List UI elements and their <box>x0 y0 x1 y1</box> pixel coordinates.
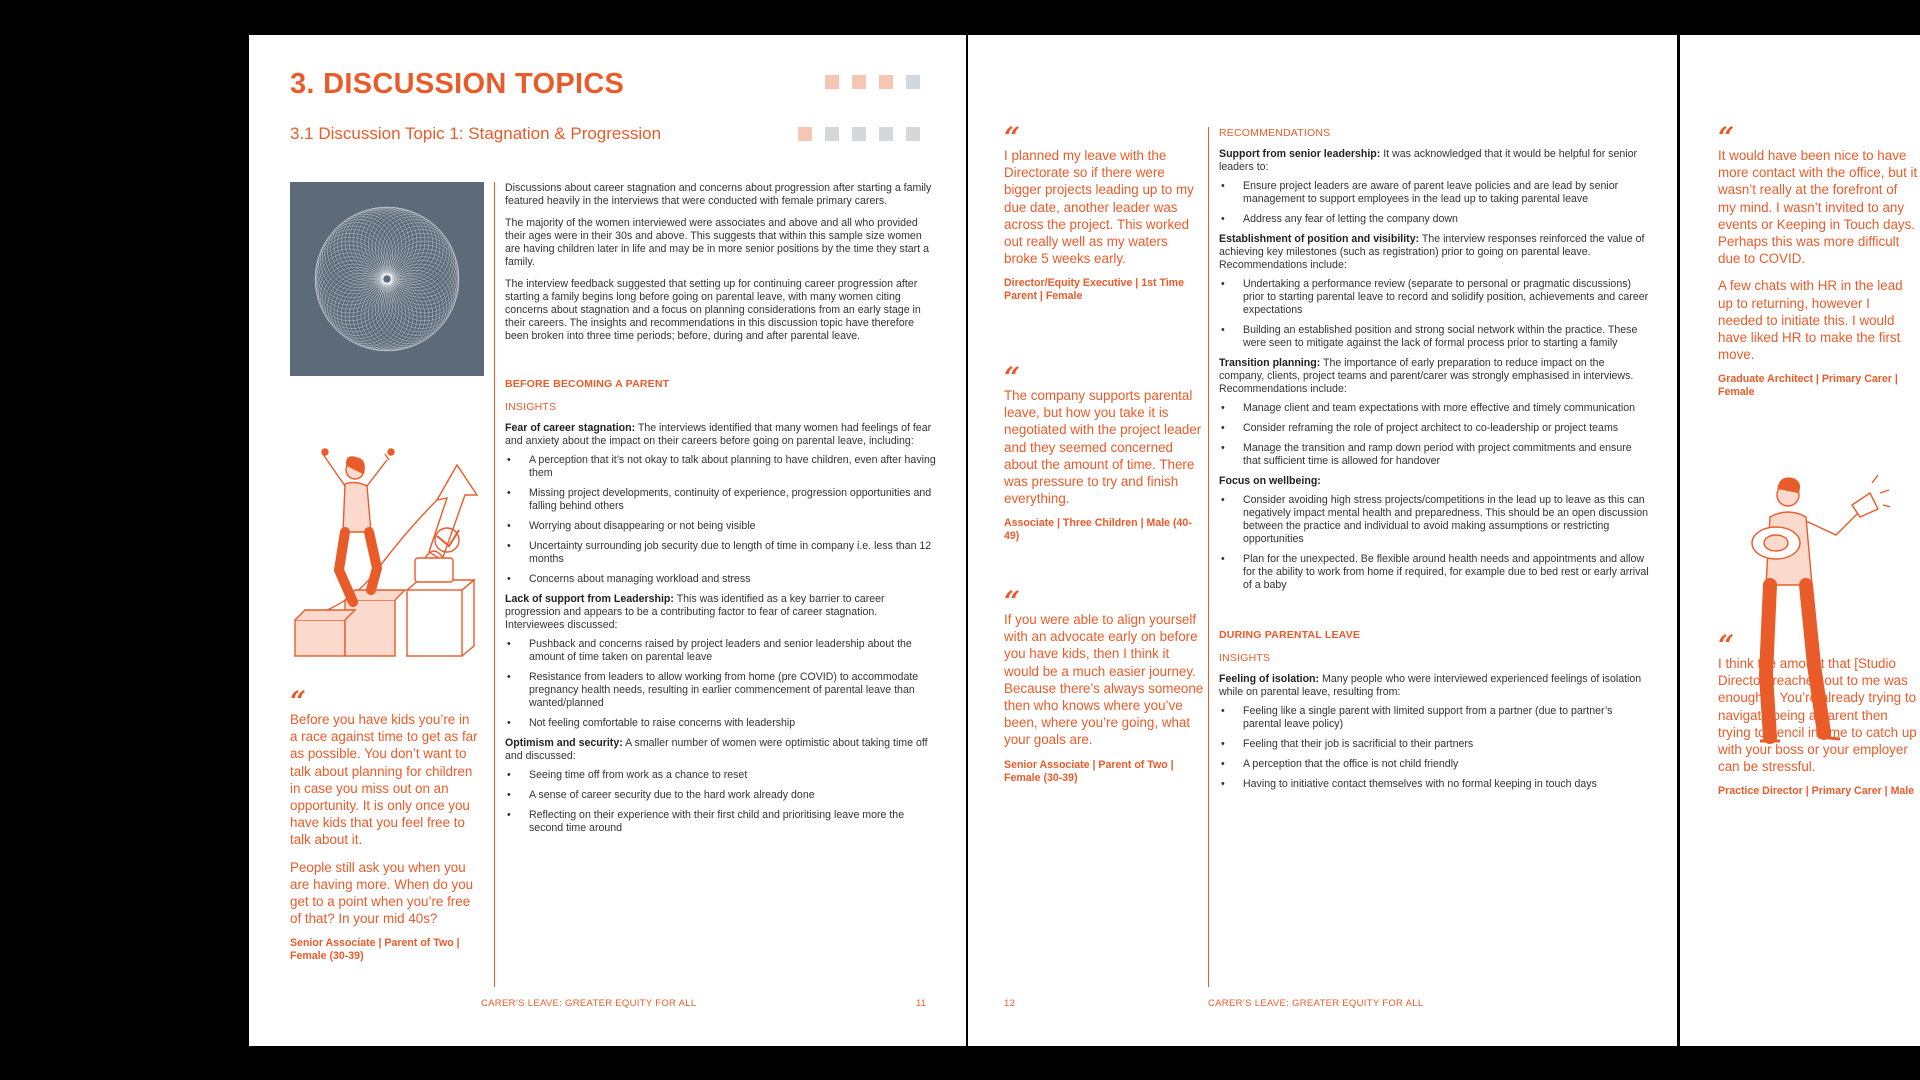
pull-quote <box>1004 121 1204 303</box>
page-title: 3. DISCUSSION TOPICS <box>290 68 625 100</box>
list-item: • Consider reframing the role of project architect to co-leadership or project teams <box>1219 422 1651 435</box>
intro-paragraph: Discussions about career stagnation and concerns about progression after starting a family featured heavily in the interviews that were conducted with female primary carers. <box>505 182 932 207</box>
list-item: • Consider avoiding high stress projects/competitions in the lead up to leave as this can negatively impact mental health and preparedness. This should be an open discussion between the practice and individual to avoid making assumptions or restricting opportunities <box>1219 494 1651 546</box>
list-item: • Not feeling comfortable to raise concerns with leadership <box>505 717 937 730</box>
recommendations-label: RECOMMENDATIONS <box>1219 127 1331 139</box>
spirograph-image <box>290 182 484 376</box>
topic-paragraph: Lack of support from Leadership: This was identified as a key barrier to career progression and appears to be a contributing factor to fear of career stagnation. Interviewees discussed: <box>505 593 885 631</box>
page-left <box>249 35 966 1046</box>
quote-mark-icon: “ <box>1004 361 1021 394</box>
list-item: • Feeling that their job is sacrificial to their partners <box>1219 738 1651 751</box>
quote-attribution: Graduate Architect | Primary Carer | Female <box>1718 373 1898 399</box>
list-item: • Address any fear of letting the company down <box>1219 213 1651 226</box>
pull-quote <box>290 685 480 963</box>
topic-paragraph: Transition planning: The importance of early preparation to reduce impact on the company, clients, project teams and parent/carer was strongly emphasised in interviews. Recommendations include: <box>1219 357 1634 395</box>
quote-mark-icon: “ <box>1004 121 1021 154</box>
quote-mark-icon: “ <box>1004 585 1021 618</box>
list-item: • Seeing time off from work as a chance to reset <box>505 769 937 782</box>
bullet-list <box>1219 402 1651 468</box>
topic-paragraph: Optimism and security: A smaller number of women were optimistic about taking time off and discussed: <box>505 737 928 762</box>
list-item: • A perception that the office is not child friendly <box>1219 758 1651 771</box>
quote-attribution: Associate | Three Children | Male (40-49) <box>1004 517 1192 543</box>
list-item: • Plan for the unexpected. Be flexible around health needs and appointments and allow for the ability to work from home if required, for example due to bed rest or early arrival of a baby <box>1219 553 1651 592</box>
bullet-list <box>1219 278 1651 350</box>
quote-text: People still ask you when you are having more. When do you get to a point when you’re free of that? In your mid 40s? <box>290 859 474 927</box>
bullet-list <box>505 638 937 730</box>
bullet-list <box>505 769 937 835</box>
list-item: • Resistance from leaders to allow working from home (pre COVID) to accommodate pregnancy health needs, resulting in earlier commencement of parental leave than wanted/planned <box>505 671 937 710</box>
quote-text: I think the amount that [Studio Director] reached out to me was enough… You’re already trying to navigate being a parent then trying to pencil in time to catch up with your boss or your employer can be stressful. <box>1718 656 1917 775</box>
list-item: • Manage client and team expectations with more effective and timely communication <box>1219 402 1651 415</box>
quote-text: A few chats with HR in the lead up to returning, however I needed to initiate this. I would have liked HR to make the first move. <box>1718 278 1903 363</box>
quote-attribution: Senior Associate | Parent of Two | Female (30-39) <box>1004 758 1174 784</box>
bullet-list <box>505 454 937 586</box>
quote-attribution: Practice Director | Primary Carer | Male <box>1718 785 1915 798</box>
page-third <box>1680 35 1920 1046</box>
section-heading: BEFORE BECOMING A PARENT <box>505 378 670 390</box>
intro-paragraph: The interview feedback suggested that setting up for continuing career progression after starting a family begins long before going on parental leave, with many women citing concerns about stagnation and a focus on planning considerations from an early stage in their careers. The insights and recommendations in this discussion topic have therefore been broken into three time periods; before, during and after parental leave. <box>505 278 921 342</box>
quote-mark-icon: “ <box>290 685 307 718</box>
topic-paragraph: Feeling of isolation: Many people who were interviewed experienced feelings of isolation while on parental leave, resulting from: <box>1219 673 1642 698</box>
list-item: • Feeling like a single parent with limited support from a partner (due to partner’s parental leave policy) <box>1219 705 1651 731</box>
bullet-list <box>1219 494 1651 592</box>
body-column <box>1219 127 1651 798</box>
career-ladder-illustration <box>287 440 487 660</box>
insights-label: INSIGHTS <box>1219 652 1271 664</box>
quote-text: The company supports parental leave, but how you take it is negotiated with the project leader and they seemed concerned about the amount of time. There was pressure to try and finish everything. <box>1004 388 1202 507</box>
pull-quote <box>1004 361 1204 543</box>
list-item: • Undertaking a performance review (separate to personal or pragmatic discussions) prior to starting parental leave to record and solidify position, achievements and career expectations <box>1219 278 1651 317</box>
list-item: • Concerns about managing workload and stress <box>505 573 937 586</box>
bullet-list <box>1219 705 1651 791</box>
footer-title: CARER’S LEAVE: GREATER EQUITY FOR ALL <box>1208 998 1424 1009</box>
list-item: • A perception that it’s not okay to talk about planning to have children, even after having them <box>505 454 937 480</box>
column-divider <box>494 182 495 987</box>
quote-attribution: Senior Associate | Parent of Two | Female (30-39) <box>290 937 460 963</box>
quote-attribution: Director/Equity Executive | 1st Time Parent | Female <box>1004 277 1184 303</box>
quote-text: I planned my leave with the Directorate so if there were bigger projects leading up to my due date, another leader was across the project. This worked out really well as my waters broke 5 weeks early. <box>1004 148 1194 267</box>
section-subtitle: 3.1 Discussion Topic 1: Stagnation & Progression <box>290 124 662 143</box>
quote-text: Before you have kids you’re in a race against time to get as far as possible. You don’t want to talk about planning for children in case you miss out on an opportunity. It is only once you have kids that you feel free to talk about it. <box>290 712 478 848</box>
list-item: • A sense of career security due to the hard work already done <box>505 789 937 802</box>
list-item: • Having to initiative contact themselves with no formal keeping in touch days <box>1219 778 1651 791</box>
bullet-list <box>1219 180 1651 226</box>
intro-paragraph: The majority of the women interviewed were associates and above and all who provided their ages were in their 30s and above. This suggests that within this sample size women are having children later in life and may be in more senior positions by the time they start a family. <box>505 217 929 268</box>
topic-paragraph: Focus on wellbeing: <box>1219 475 1321 487</box>
list-item: • Reflecting on their experience with their first child and prioritising leave more the second time around <box>505 809 937 835</box>
list-item: • Ensure project leaders are aware of parent leave policies and are lead by senior management to support employees in the lead up to taking parental leave <box>1219 180 1651 206</box>
page-number: 11 <box>916 998 927 1009</box>
quote-mark-icon: “ <box>1718 121 1735 154</box>
column-divider <box>1208 127 1209 987</box>
list-item: • Worrying about disappearing or not being visible <box>505 520 937 533</box>
page-right <box>968 35 1677 1046</box>
quote-mark-icon: “ <box>1718 629 1735 662</box>
list-item: • Pushback and concerns raised by project leaders and senior leadership about the amount of time taken on parental leave <box>505 638 937 664</box>
page-number: 12 <box>1004 998 1016 1009</box>
quote-text: It would have been nice to have more contact with the office, but it wasn’t really at the forefront of my mind. I wasn’t invited to any events or Keeping in Touch days. Perhaps this was more difficult due to COVID. <box>1718 148 1918 267</box>
insights-label: INSIGHTS <box>505 401 557 413</box>
pull-quote <box>1004 585 1204 785</box>
pull-quote <box>1718 121 1918 399</box>
body-column <box>505 182 937 842</box>
list-item: • Missing project developments, continuity of experience, progression opportunities and falling behind others <box>505 487 937 513</box>
topic-paragraph: Fear of career stagnation: The interviews identified that many women had feelings of fear and anxiety about the impact on their careers before going on parental leave, including: <box>505 422 932 447</box>
topic-paragraph: Support from senior leadership: It was acknowledged that it would be helpful for senior leaders to: <box>1219 148 1638 173</box>
quote-text: If you were able to align yourself with an advocate early on before you have kids, then I think it would be a much easier journey. Because there’s always someone then who knows where you’ve been, where you’re going, what your goals are. <box>1004 612 1204 748</box>
list-item: • Manage the transition and ramp down period with project commitments and ensure that sufficient time is allowed for handover <box>1219 442 1651 468</box>
list-item: • Uncertainty surrounding job security due to length of time in company i.e. less than 12 months <box>505 540 937 566</box>
section-heading: DURING PARENTAL LEAVE <box>1219 629 1361 641</box>
pull-quote <box>1718 629 1918 798</box>
list-item: • Building an established position and strong social network within the practice. These were seen to mitigate against the lack of formal process prior to starting a family <box>1219 324 1651 350</box>
footer-title: CARER’S LEAVE: GREATER EQUITY FOR ALL <box>481 998 697 1009</box>
topic-paragraph: Establishment of position and visibility: The interview responses reinforced the value of achieving key milestones (such as registration) prior to going on parental leave. Recommendations include: <box>1219 233 1645 271</box>
